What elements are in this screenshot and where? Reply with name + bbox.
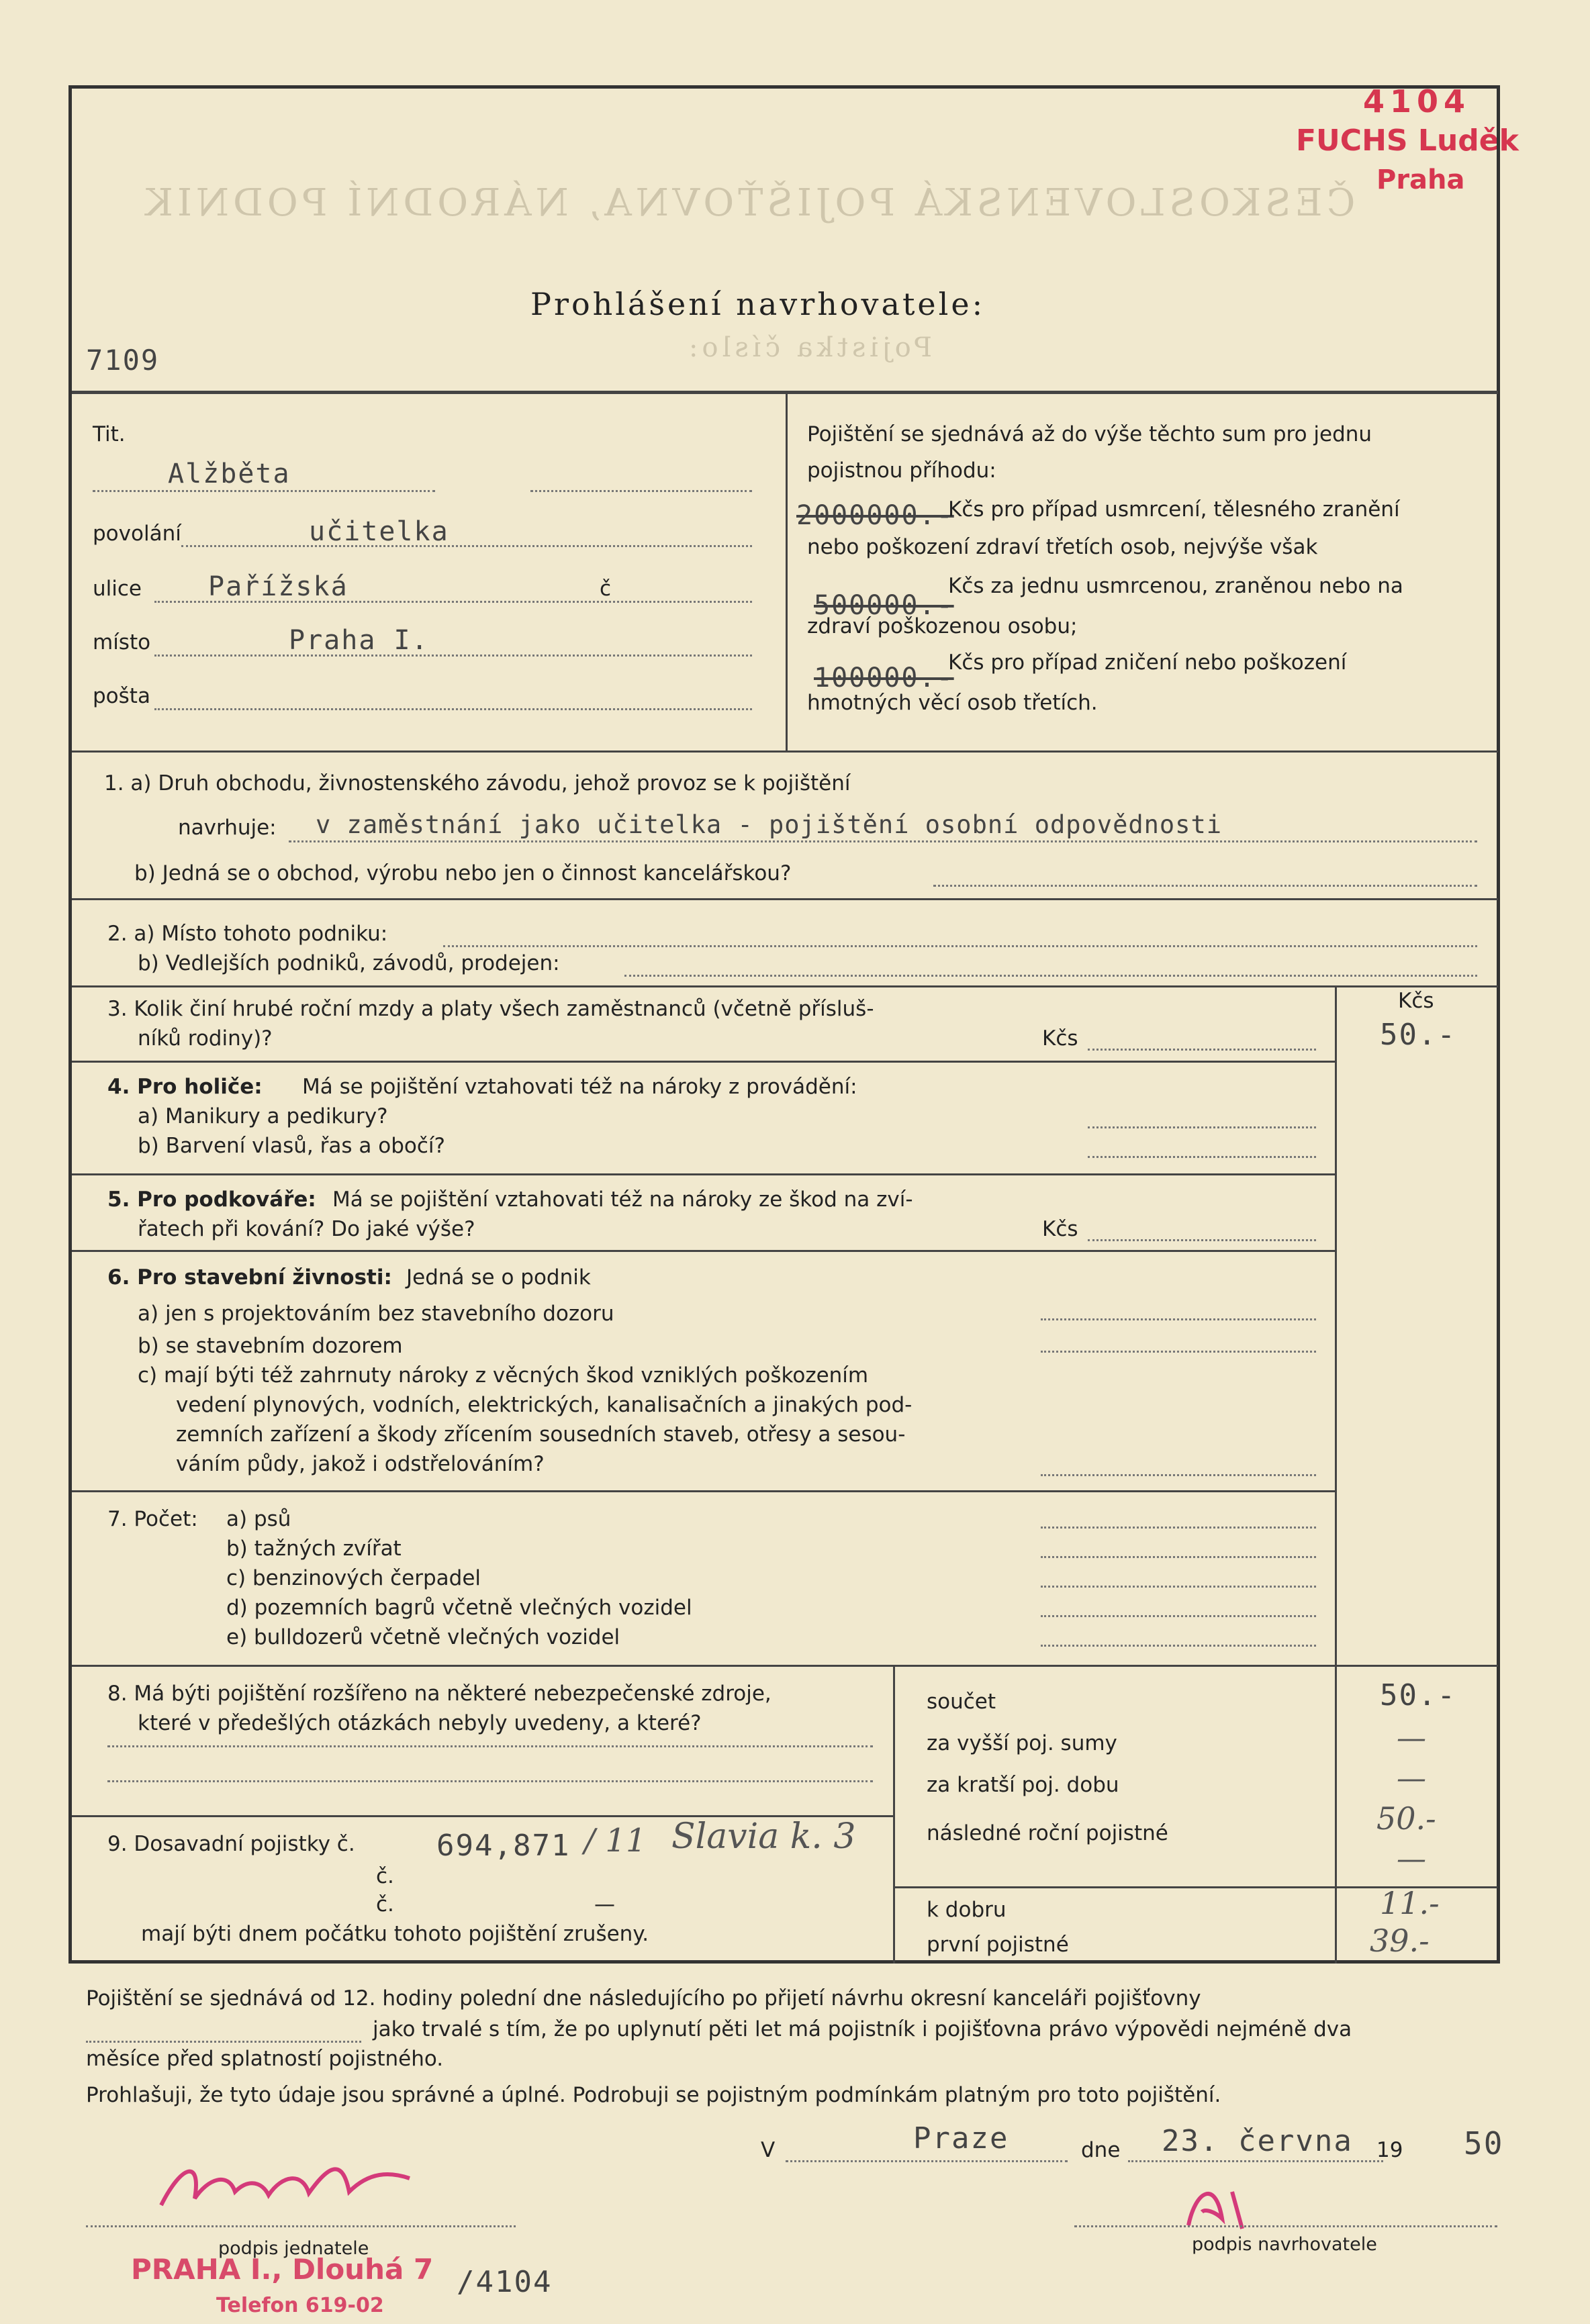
q3-kcs: Kčs <box>1042 1026 1078 1051</box>
q9-handwritten-2: Slavia k. 3 <box>671 1817 856 1857</box>
sum-blank-value: — <box>1397 1842 1426 1876</box>
q8-text-2: které v předešlých otázkách nebyly uvedeny, a které? <box>138 1711 702 1735</box>
applicant-label: podpis navrhovatele <box>1192 2234 1377 2255</box>
sum-nasledne-label: následné roční pojistné <box>927 1821 1168 1845</box>
q4-b: b) Barvení vlasů, řas a obočí? <box>138 1134 445 1158</box>
q6-c2: vedení plynových, vodních, elektrických, kanalisačních a jinakých pod- <box>176 1393 913 1417</box>
form-title: Prohlášení navrhovatele: <box>530 286 986 322</box>
form-number: 7109 <box>86 344 160 377</box>
q7-a: a) psů <box>226 1507 291 1531</box>
sum-nasledne-value: 50.- <box>1376 1800 1436 1837</box>
q6-text: Jedná se o podnik <box>406 1265 591 1290</box>
q8-text: 8. Má býti pojištění rozšířeno na některé nebezpečenské zdroje, <box>107 1682 771 1706</box>
q7-b: b) tažných zvířat <box>226 1537 402 1561</box>
sum-prvni-label: první pojistné <box>927 1933 1069 1957</box>
occupation-value: učitelka <box>309 516 449 547</box>
sum-vyssi-value: — <box>1397 1721 1426 1755</box>
bleed-through-subtitle: Pojistka číslo: <box>685 332 933 363</box>
q6-c1: c) mají býti též zahrnuty nároky z věcných škod vzniklých poškozením <box>138 1363 869 1388</box>
stamp-name: FUCHS Luděk <box>1296 124 1519 158</box>
footer-date: 23. června <box>1162 2124 1353 2158</box>
applicant-name: Alžběta <box>168 458 291 489</box>
agent-signature <box>154 2151 436 2225</box>
q5-text-2: řatech při kování? Do jaké výše? <box>138 1217 475 1241</box>
sum-soucet-label: součet <box>927 1690 996 1714</box>
q5-kcs: Kčs <box>1042 1217 1078 1241</box>
q7-c: c) benzinových čerpadel <box>226 1566 481 1590</box>
street-label: ulice <box>93 577 142 601</box>
q6-b: b) se stavebním dozorem <box>138 1334 403 1358</box>
agent-label: podpis jednatele <box>218 2238 369 2259</box>
q4-bold: 4. Pro holiče: <box>107 1075 263 1099</box>
street-value: Pařížská <box>208 571 348 602</box>
q6-c4: váním půdy, jakož i odstřelováním? <box>176 1452 545 1476</box>
footer-p3: měsíce před splatností pojistného. <box>86 2047 444 2071</box>
q9-c2: č. <box>376 1892 394 1917</box>
q4-a: a) Manikury a pedikury? <box>138 1104 388 1128</box>
q1-a: 1. a) Druh obchodu, živnostenského závodu, jehož provoz se k pojištění <box>104 771 851 795</box>
footer-v: V <box>761 2138 776 2162</box>
q4-text: Má se pojištění vztahovati též na nároky z provádění: <box>302 1075 857 1099</box>
q1-answer: v zaměstnání jako učitelka - pojištění osobní odpovědnosti <box>316 810 1223 839</box>
footer-year: 50 <box>1464 2125 1504 2162</box>
q6-a: a) jen s projektováním bez stavebního dozoru <box>138 1302 614 1326</box>
agent-number: /4104 <box>457 2265 553 2299</box>
place-value: Praha I. <box>289 625 429 656</box>
q5-text: Má se pojištění vztahovati též na nároky ze škod na zví- <box>332 1188 913 1212</box>
q3-text-2: níků rodiny)? <box>138 1026 273 1051</box>
q6-c3: zemních zařízení a škody zřícením sousedních staveb, otřesy a sesou- <box>176 1422 906 1447</box>
sum-dobru-label: k dobru <box>927 1898 1007 1922</box>
agent-phone: Telefon 619-02 <box>216 2294 384 2317</box>
sum-1-value: 2000000.- <box>796 500 954 531</box>
sum-1-text: Kčs pro případ usmrcení, tělesného zranění <box>948 497 1400 522</box>
sum-kratsi-label: za kratší poj. dobu <box>927 1773 1119 1797</box>
q2-b: b) Vedlejších podniků, závodů, prodejen: <box>138 951 560 975</box>
house-number-label: č <box>600 577 612 601</box>
occupation-label: povolání <box>93 522 181 546</box>
q7-label: 7. Počet: <box>107 1507 198 1531</box>
stamp-number: 4104 <box>1363 83 1471 119</box>
footer-dne: dne <box>1081 2138 1121 2162</box>
title-label: Tit. <box>93 422 126 446</box>
footer-p1: Pojištění se sjednává od 12. hodiny polední dne následujícího po přijetí návrhu okresní kanceláři pojišťovny <box>86 1986 1201 2011</box>
post-label: pošta <box>93 684 150 708</box>
footer-year-prefix: 19 <box>1376 2138 1403 2162</box>
q1-a-2: navrhuje: <box>178 816 277 840</box>
q9-text-2: mají býti dnem počátku tohoto pojištění zrušeny. <box>141 1922 649 1946</box>
sum-dobru-value: 11.- <box>1380 1885 1440 1921</box>
agent-stamp: PRAHA I., Dlouhá 7 <box>131 2253 434 2286</box>
q2-a: 2. a) Místo tohoto podniku: <box>107 922 388 946</box>
bleed-through-title: ČESKOSLOVENSKÁ POJIŠŤOVNA, NÁRODNÍ PODNIK <box>141 181 1356 225</box>
q9-dash: — <box>594 1892 615 1917</box>
q3-value: 50.- <box>1380 1018 1456 1052</box>
footer-place: Praze <box>913 2121 1009 2156</box>
sum-1-text-2: nebo poškození zdraví třetích osob, nejvýše však <box>807 535 1318 559</box>
footer-p2: jako trvalé s tím, že po uplynutí pěti let má pojistník i pojišťovna právo výpovědi nejméně dva <box>373 2017 1352 2041</box>
q6-bold: 6. Pro stavební živnosti: <box>107 1265 392 1290</box>
sum-kratsi-value: — <box>1397 1761 1426 1796</box>
sum-2-text: Kčs za jednu usmrcenou, zraněnou nebo na <box>948 574 1403 598</box>
sum-vyssi-label: za vyšší poj. sumy <box>927 1731 1117 1755</box>
footer-p4: Prohlašuji, že tyto údaje jsou správné a úplné. Podrobuji se pojistným podmínkám platným pro toto pojištění. <box>86 2083 1221 2107</box>
applicant-signature <box>1175 2165 1269 2239</box>
sum-soucet-value: 50.- <box>1380 1678 1456 1712</box>
sums-intro-2: pojistnou příhodu: <box>807 458 996 483</box>
q9-c: č. <box>376 1864 394 1888</box>
q5-bold: 5. Pro podkováře: <box>107 1188 316 1212</box>
q3-text: 3. Kolik činí hrubé roční mzdy a platy všech zaměstnanců (včetně přísluš- <box>107 997 874 1021</box>
sum-3-text: Kčs pro případ zničení nebo poškození <box>948 650 1347 675</box>
sum-3-text-2: hmotných věcí osob třetích. <box>807 691 1098 715</box>
sum-2-text-2: zdraví poškozenou osobu; <box>807 614 1078 638</box>
q7-d: d) pozemních bagrů včetně vlečných vozidel <box>226 1596 692 1620</box>
stamp-city: Praha <box>1376 164 1465 195</box>
sum-3-value: 100000.- <box>814 663 954 693</box>
q9-value-1: 694,871 <box>436 1829 571 1863</box>
q1-b: b) Jedná se o obchod, výrobu nebo jen o činnost kancelářskou? <box>134 861 792 885</box>
place-label: místo <box>93 630 151 655</box>
q7-e: e) bulldozerů včetně vlečných vozidel <box>226 1625 620 1649</box>
sum-2-value: 500000.- <box>814 590 954 621</box>
column-kcs: Kčs <box>1398 989 1434 1013</box>
q9-handwritten-1: / 11 <box>584 1822 647 1859</box>
sums-intro: Pojištění se sjednává až do výše těchto sum pro jednu <box>807 422 1372 446</box>
sum-prvni-value: 39.- <box>1370 1923 1430 1959</box>
q9-text: 9. Dosavadní pojistky č. <box>107 1832 355 1856</box>
